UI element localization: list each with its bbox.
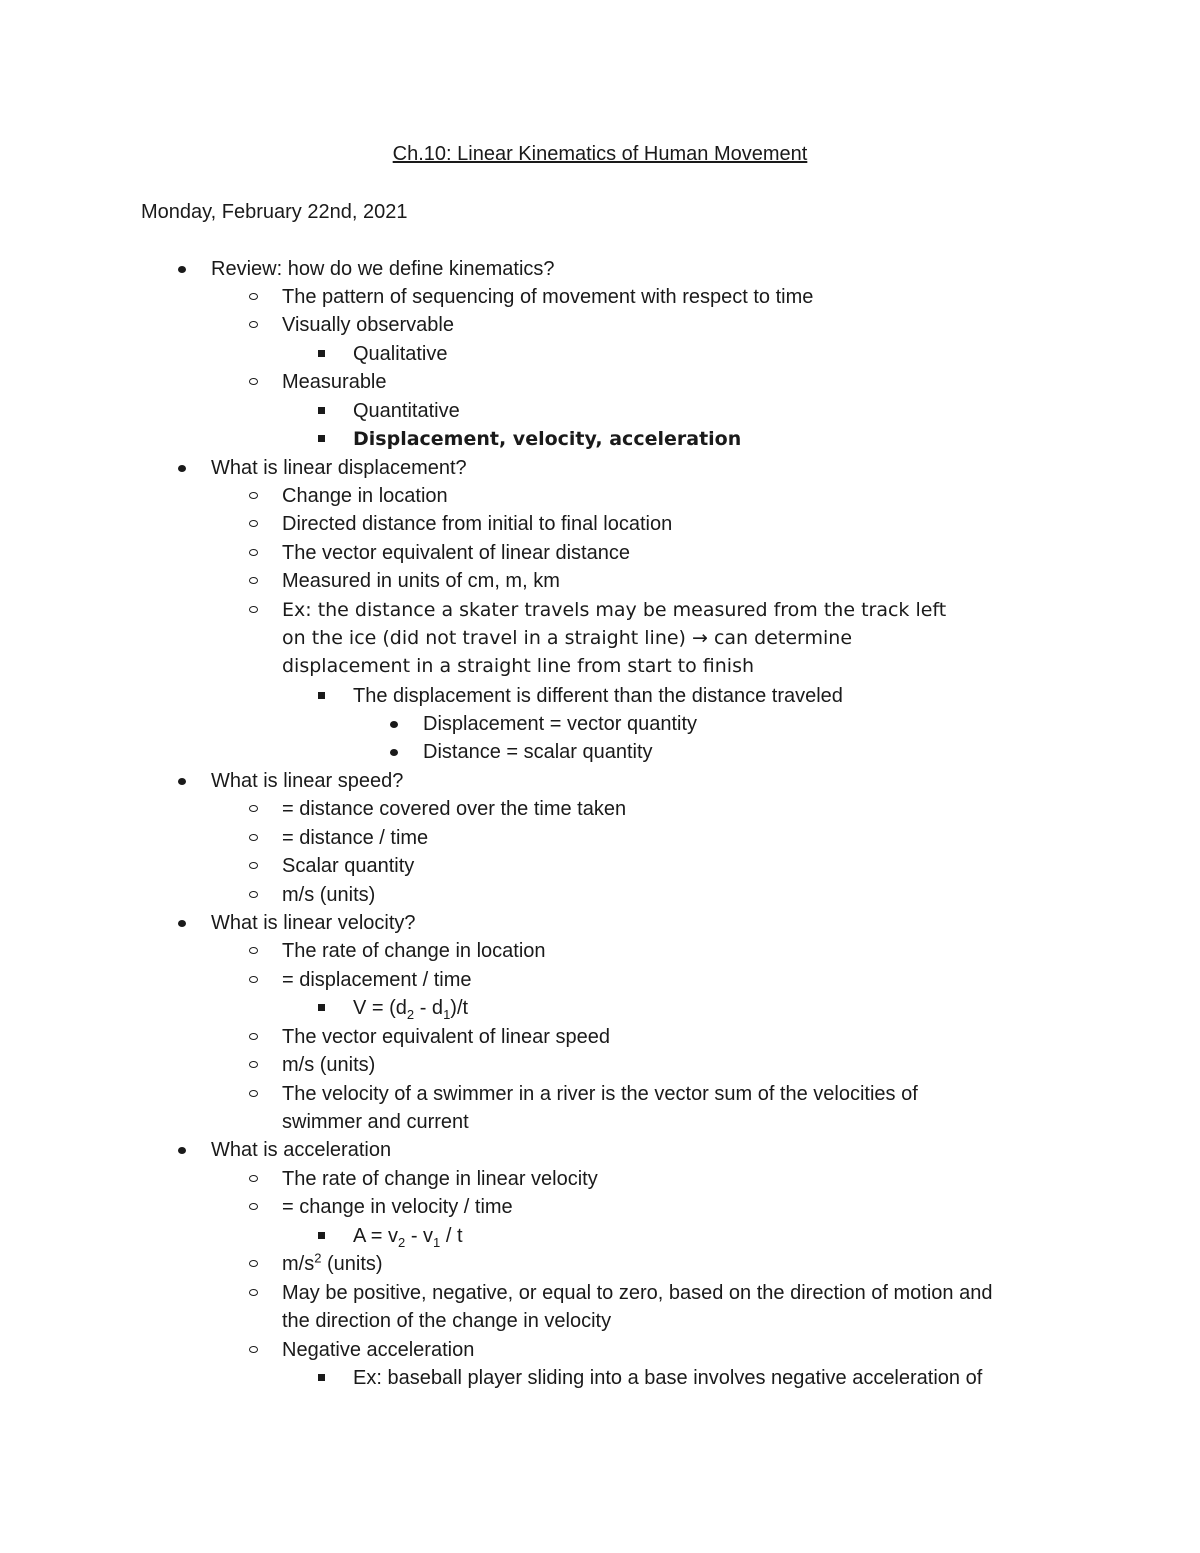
list-item: m/s (units) — [282, 884, 376, 906]
list-item: = distance / time — [282, 827, 429, 849]
circle-bullet-icon — [249, 881, 259, 909]
square-bullet-icon — [318, 425, 328, 453]
circle-bullet-icon — [249, 539, 259, 567]
list-item: Ex: the distance a skater travels may be measured from the track left — [282, 599, 947, 621]
circle-bullet-icon — [249, 596, 259, 624]
circle-bullet-icon — [249, 1279, 259, 1307]
list-item-continuation: displacement in a straight line from start to finish — [282, 655, 755, 677]
list-item-continuation: on the ice (did not travel in a straight line) → can determine — [282, 627, 853, 649]
list-item: The vector equivalent of linear distance — [282, 542, 630, 564]
square-bullet-icon — [318, 340, 328, 368]
list-item: m/s (units) — [282, 1054, 376, 1076]
square-bullet-icon — [318, 397, 328, 425]
list-item: The displacement is different than the distance traveled — [353, 685, 843, 707]
list-item: What is acceleration — [211, 1139, 392, 1161]
list-item: What is linear displacement? — [211, 457, 467, 479]
circle-bullet-icon — [249, 1023, 259, 1051]
list-item: Ex: baseball player sliding into a base involves negative acceleration of — [353, 1367, 983, 1389]
list-item: The rate of change in linear velocity — [282, 1168, 598, 1190]
list-item: What is linear velocity? — [211, 912, 416, 934]
list-item: Scalar quantity — [282, 855, 415, 877]
bullet-icon — [178, 909, 188, 937]
circle-bullet-icon — [249, 1165, 259, 1193]
list-item-continuation: the direction of the change in velocity — [282, 1310, 612, 1332]
list-item: Visually observable — [282, 314, 454, 336]
list-item: Measurable — [282, 371, 387, 393]
list-item-continuation: swimmer and current — [282, 1111, 469, 1133]
list-item-bold: Displacement, velocity, acceleration — [353, 428, 742, 450]
list-item: = distance covered over the time taken — [282, 798, 627, 820]
bullet-icon — [390, 710, 400, 738]
list-item: Displacement = vector quantity — [423, 713, 698, 735]
circle-bullet-icon — [249, 1051, 259, 1079]
bullet-icon — [390, 738, 400, 766]
circle-bullet-icon — [249, 824, 259, 852]
circle-bullet-icon — [249, 1080, 259, 1108]
circle-bullet-icon — [249, 852, 259, 880]
list-item: Review: how do we define kinematics? — [211, 258, 555, 280]
bullet-icon — [178, 255, 188, 283]
circle-bullet-icon — [249, 795, 259, 823]
circle-bullet-icon — [249, 567, 259, 595]
list-item: Quantitative — [353, 400, 460, 422]
list-item: What is linear speed? — [211, 770, 404, 792]
square-bullet-icon — [318, 1364, 328, 1392]
list-item: = change in velocity / time — [282, 1196, 513, 1218]
square-bullet-icon — [318, 994, 328, 1022]
square-bullet-icon — [318, 1222, 328, 1250]
list-item: The pattern of sequencing of movement with respect to time — [282, 286, 814, 308]
circle-bullet-icon — [249, 1193, 259, 1221]
circle-bullet-icon — [249, 311, 259, 339]
list-item: The vector equivalent of linear speed — [282, 1026, 610, 1048]
list-item: Change in location — [282, 485, 448, 507]
list-item: The velocity of a swimmer in a river is the vector sum of the velocities of — [282, 1083, 918, 1105]
list-item: Distance = scalar quantity — [423, 741, 653, 763]
acceleration-formula: $A = v_2 - v_1 / t$ — [353, 1225, 463, 1250]
square-bullet-icon — [318, 682, 328, 710]
velocity-formula: $V = (d_2 - d_1)/t$ — [353, 997, 469, 1022]
list-item: $m/s^2$ (units) — [282, 1250, 383, 1275]
date-heading: Monday, February 22nd, 2021 — [141, 201, 408, 223]
circle-bullet-icon — [249, 1336, 259, 1364]
circle-bullet-icon — [249, 283, 259, 311]
list-item: Measured in units of cm, m, km — [282, 570, 560, 592]
circle-bullet-icon — [249, 1250, 259, 1278]
list-item: Qualitative — [353, 343, 448, 365]
page-title: Ch.10: Linear Kinematics of Human Movement — [392, 143, 808, 165]
circle-bullet-icon — [249, 368, 259, 396]
bullet-icon — [178, 1136, 188, 1164]
list-item: Negative acceleration — [282, 1339, 475, 1361]
circle-bullet-icon — [249, 966, 259, 994]
bullet-icon — [178, 767, 188, 795]
bullet-icon — [178, 454, 188, 482]
list-item: Directed distance from initial to final location — [282, 513, 673, 535]
list-item: The rate of change in location — [282, 940, 546, 962]
circle-bullet-icon — [249, 482, 259, 510]
list-item: = displacement / time — [282, 969, 472, 991]
list-item: May be positive, negative, or equal to zero, based on the direction of motion and — [282, 1282, 993, 1304]
circle-bullet-icon — [249, 510, 259, 538]
circle-bullet-icon — [249, 937, 259, 965]
